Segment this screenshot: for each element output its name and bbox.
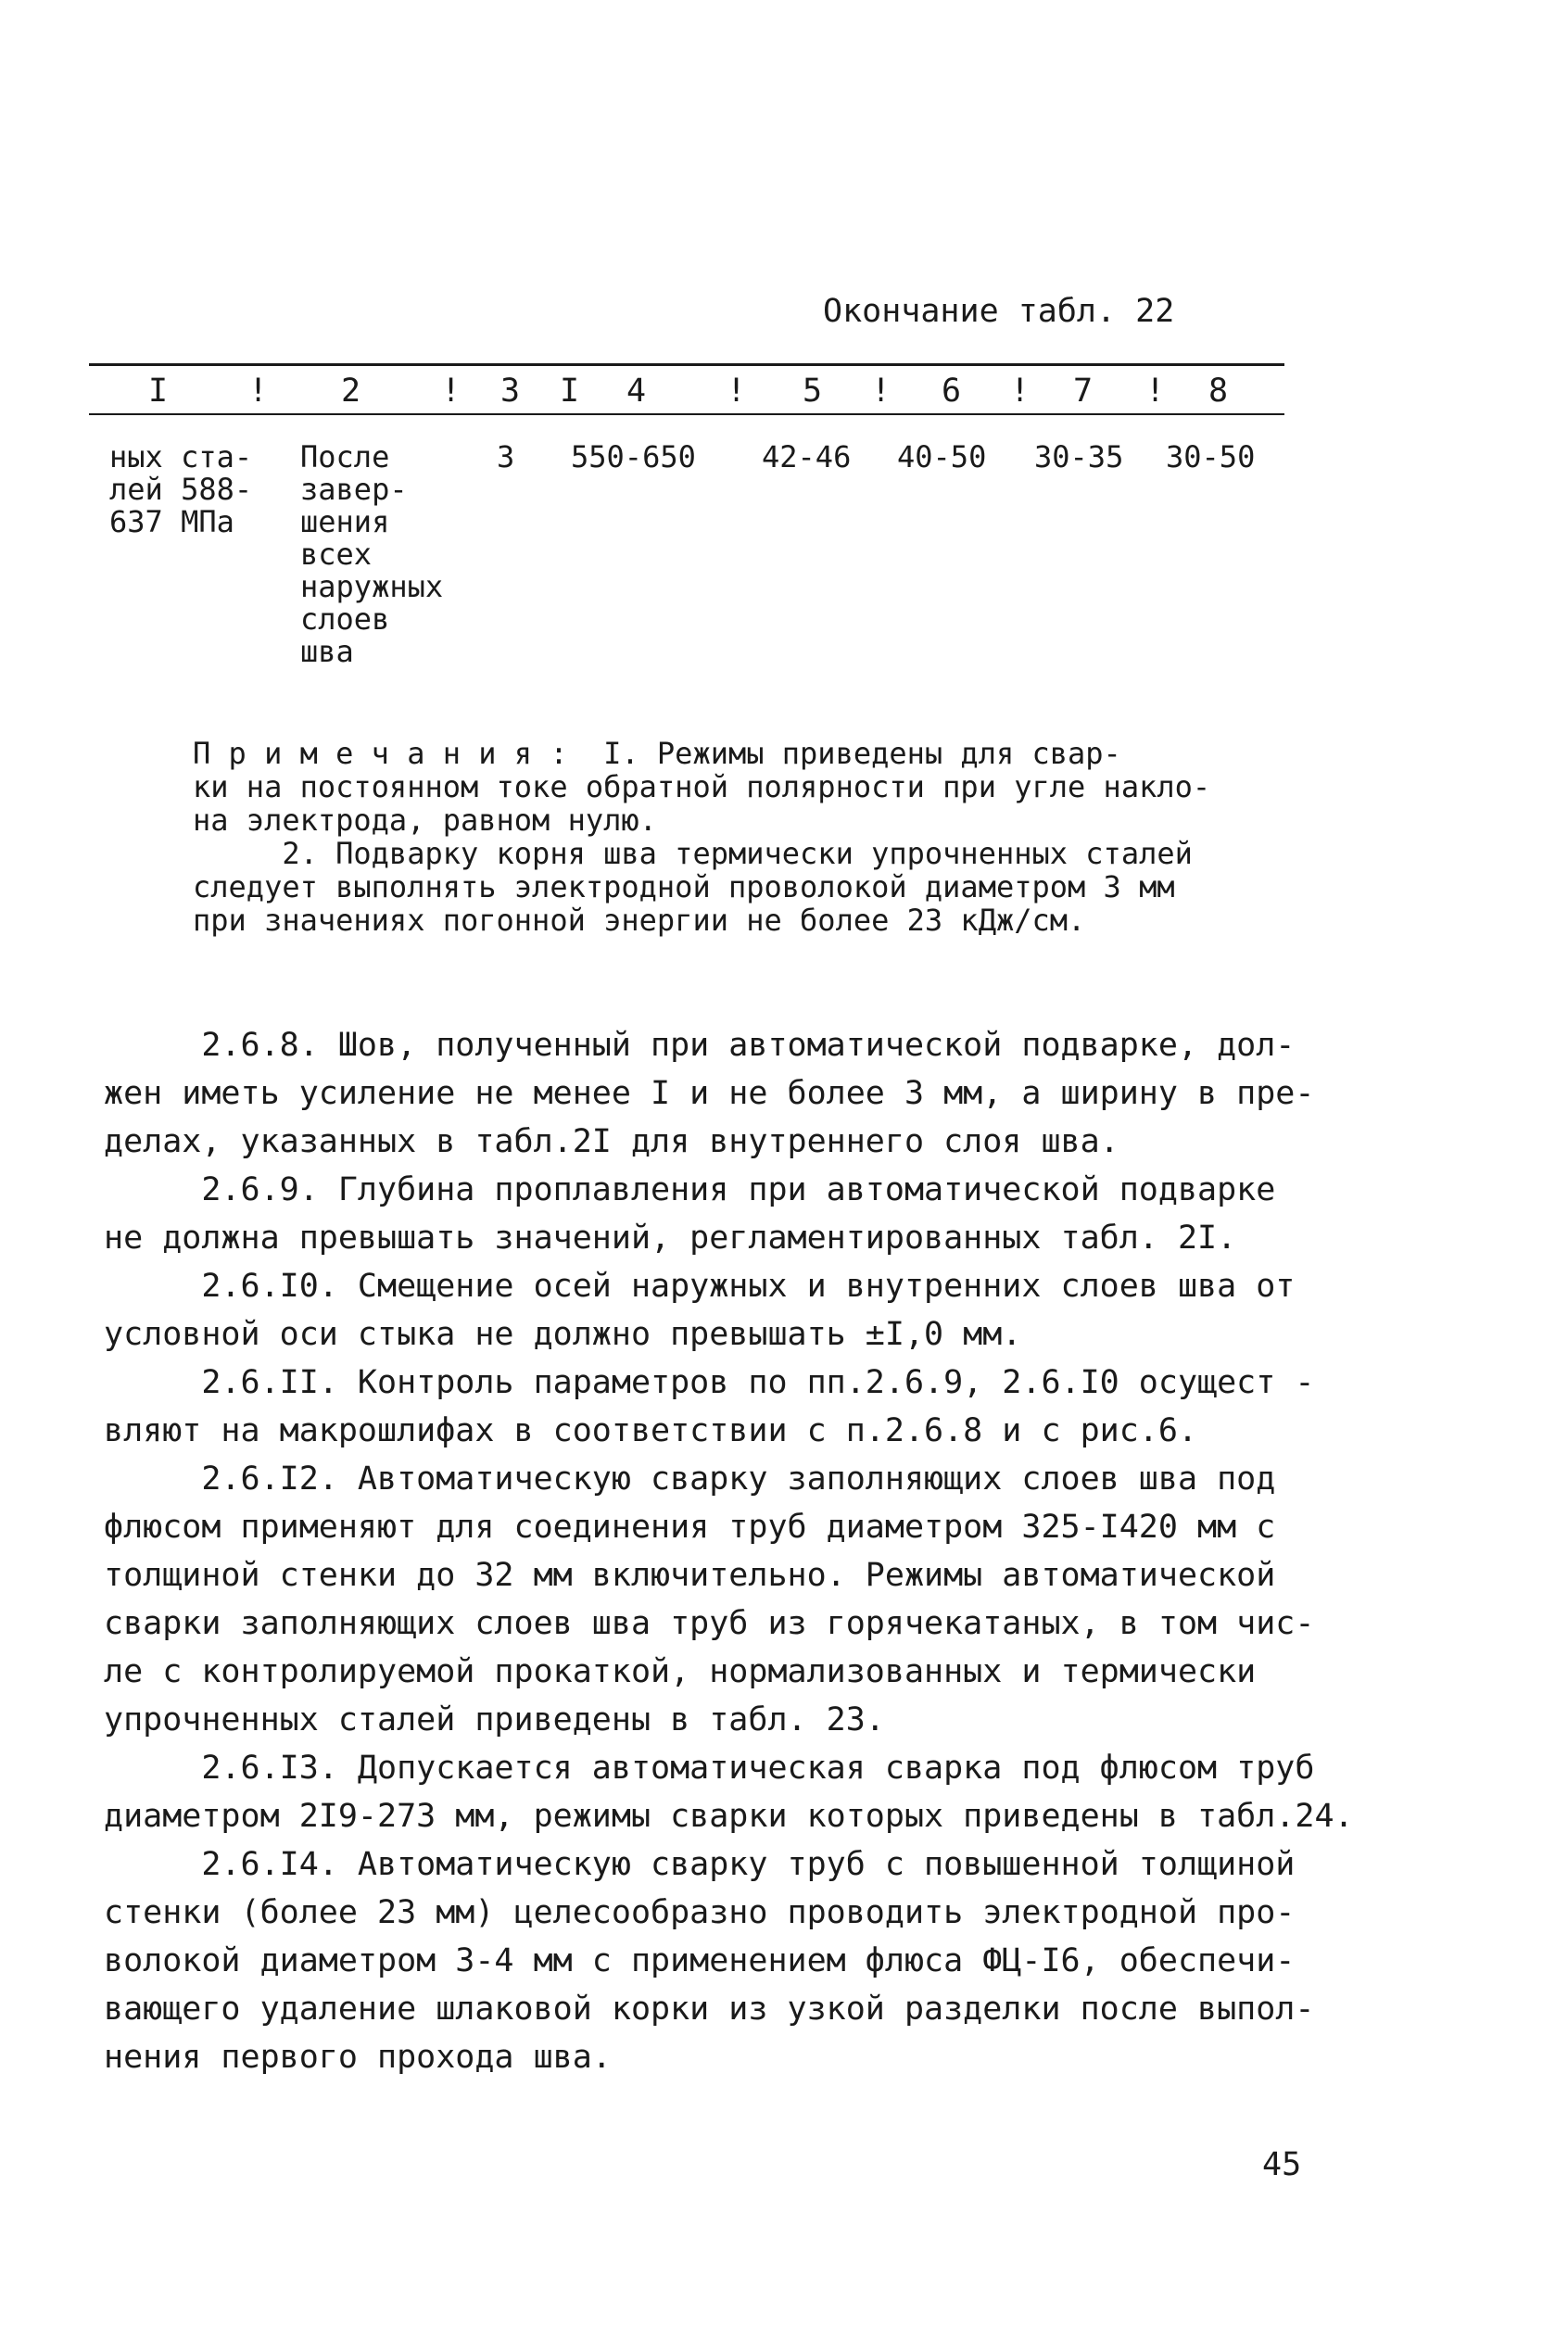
column-separator: I	[560, 373, 580, 410]
table-cell-welding-stage: После завер- шения всех наружных слоев шва	[300, 439, 444, 669]
paragraph-2-6-8: 2.6.8. Шов, полученный при автоматической подварке, дол- жен иметь усиление не менее I и не более 3 мм, а ширину в пре- делах, указанных в табл.2I для внутреннего слоя шва.	[104, 1027, 1315, 1160]
table-cell-col6: 40-50	[897, 439, 987, 474]
column-header-8: 8	[1208, 373, 1229, 410]
column-header-1: I	[148, 373, 169, 410]
table-caption: Окончание табл. 22	[823, 293, 1175, 330]
column-separator: !	[441, 373, 462, 410]
column-separator: !	[871, 373, 891, 410]
table-cell-steel-grade: ных ста- лей 588- 637 МПа	[109, 439, 253, 539]
table-cell-col3: 3	[497, 439, 515, 474]
column-separator: !	[727, 373, 747, 410]
paragraph-2-6-9: 2.6.9. Глубина проплавления при автоматической подварке не должна превышать значений, регламентированных табл. 2I.	[104, 1171, 1276, 1257]
paragraph-2-6-14: 2.6.I4. Автоматическую сварку труб с повышенной толщиной стенки (более 23 мм) целесообразно проводить электродной про- волокой диаметром 3-4 мм с применением флюса ФЦ-I6, обеспечи- вающего удаление шлаковой корки из узкой разделки после выпол- нения первого прохода шва.	[104, 1846, 1315, 2076]
document-body	[104, 1021, 1354, 2081]
paragraph-2-6-10: 2.6.I0. Смещение осей наружных и внутренних слоев шва от условной оси стыка не должно превышать ±I,0 мм.	[104, 1268, 1296, 1353]
page-number: 45	[1262, 2146, 1302, 2183]
column-header-4: 4	[626, 373, 647, 410]
column-separator: !	[1010, 373, 1031, 410]
table-cell-col7: 30-35	[1034, 439, 1124, 474]
column-header-2: 2	[341, 373, 361, 410]
table-notes: П р и м е ч а н и я : I. Режимы приведены для свар- ки на постоянном токе обратной полярности при угле накло- на электрода, равном нулю. 2. Подварку корня шва термически упрочненных сталей следует выполнять электродной проволокой диаметром 3 мм при значениях погонной энергии не более 23 кДж/см.	[193, 736, 1211, 938]
column-separator: !	[248, 373, 269, 410]
table-top-rule	[89, 363, 1284, 366]
paragraph-2-6-11: 2.6.II. Контроль параметров по пп.2.6.9, 2.6.I0 осущест - вляют на макрошлифах в соответствии с п.2.6.8 и с рис.6.	[104, 1364, 1315, 1449]
paragraph-2-6-12: 2.6.I2. Автоматическую сварку заполняющих слоев шва под флюсом применяют для соединения труб диаметром 325-I420 мм с толщиной стенки до 32 мм включительно. Режимы автоматической сварки заполняющих слоев шва труб из горячекатаных, в том чис- ле с контролируемой прокаткой, нормализованных и термически упрочненных сталей приведены в табл. 23.	[104, 1460, 1315, 1738]
column-separator: !	[1145, 373, 1166, 410]
table-cell-col8: 30-50	[1166, 439, 1256, 474]
table-header-rule	[89, 413, 1284, 415]
column-header-5: 5	[803, 373, 823, 410]
paragraph-2-6-13: 2.6.I3. Допускается автоматическая сварка под флюсом труб диаметром 2I9-273 мм, режимы сварки которых приведены в табл.24.	[104, 1750, 1354, 1835]
table-cell-col5: 42-46	[762, 439, 852, 474]
column-header-7: 7	[1073, 373, 1094, 410]
table-cell-col4: 550-650	[571, 439, 696, 474]
column-header-6: 6	[942, 373, 962, 410]
column-header-3: 3	[500, 373, 521, 410]
